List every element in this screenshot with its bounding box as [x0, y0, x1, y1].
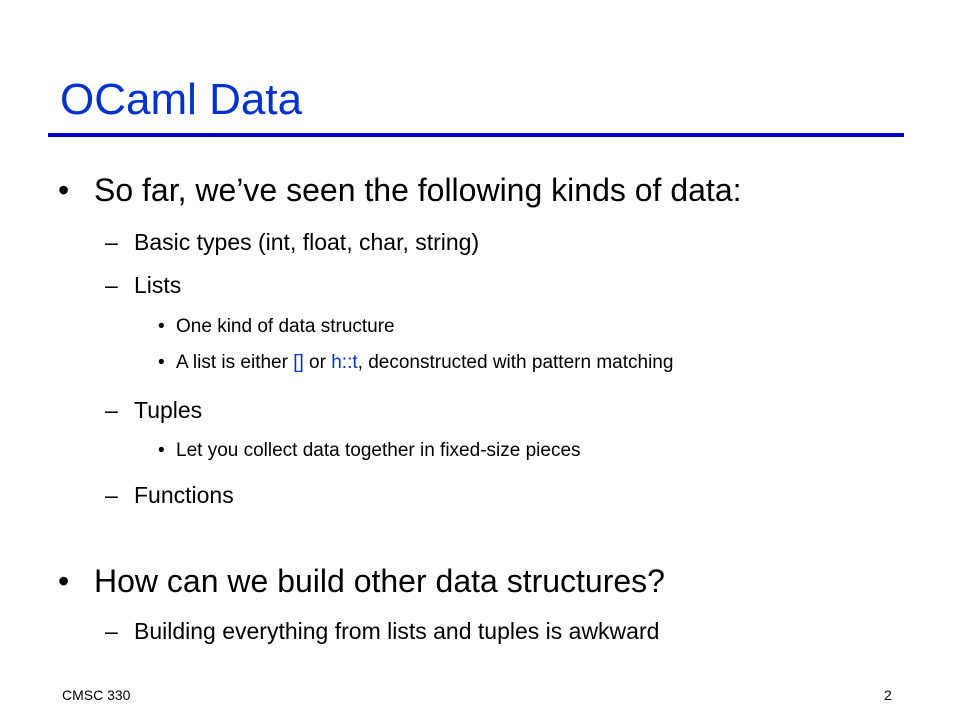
point-text: One kind of data structure: [176, 316, 395, 337]
point-tuples-collect: [158, 439, 581, 463]
title-underline: [48, 133, 904, 137]
sub-bullet-basic-types: [105, 228, 480, 256]
sub-bullet-text: Functions: [134, 482, 234, 508]
sub-bullet-text: Building everything from lists and tuples is awkward: [134, 618, 660, 644]
bullet-marker: •: [58, 563, 70, 599]
sub-bullet-functions: [105, 481, 234, 509]
bullet-other-structures: [58, 562, 665, 600]
point-text: Let you collect data together in fixed-size pieces: [176, 440, 581, 461]
bullet-text: So far, we’ve seen the following kinds of data:: [94, 172, 742, 208]
dash-marker: –: [105, 272, 118, 298]
sub-bullet-text: Basic types (int, float, char, string): [134, 229, 480, 255]
point-text-pre: A list is either: [176, 352, 294, 373]
point-text-post: , deconstructed with pattern matching: [357, 352, 674, 373]
bullet-text: How can we build other data structures?: [94, 563, 665, 599]
sub-bullet-tuples: [105, 396, 203, 424]
footer-page-number: 2: [884, 687, 892, 703]
sub-bullet-text: Tuples: [134, 397, 203, 423]
code-empty-list: []: [293, 352, 304, 373]
bullet-marker: •: [158, 440, 165, 461]
sub-bullet-lists: [105, 271, 182, 299]
bullet-marker: •: [58, 172, 70, 208]
point-text-mid: or: [303, 352, 332, 373]
dash-marker: –: [105, 482, 118, 508]
bullet-marker: •: [158, 352, 165, 373]
point-list-definition: [158, 351, 674, 375]
dash-marker: –: [105, 229, 118, 255]
sub-bullet-text: Lists: [134, 272, 182, 298]
dash-marker: –: [105, 397, 118, 423]
bullet-kinds-of-data: [58, 171, 742, 209]
slide-title: OCaml Data: [60, 75, 303, 124]
bullet-marker: •: [158, 316, 165, 337]
sub-bullet-awkward: [105, 617, 660, 645]
code-cons: h::t: [331, 352, 358, 373]
dash-marker: –: [105, 618, 118, 644]
point-one-kind: [158, 315, 395, 339]
footer-course: CMSC 330: [62, 687, 131, 703]
